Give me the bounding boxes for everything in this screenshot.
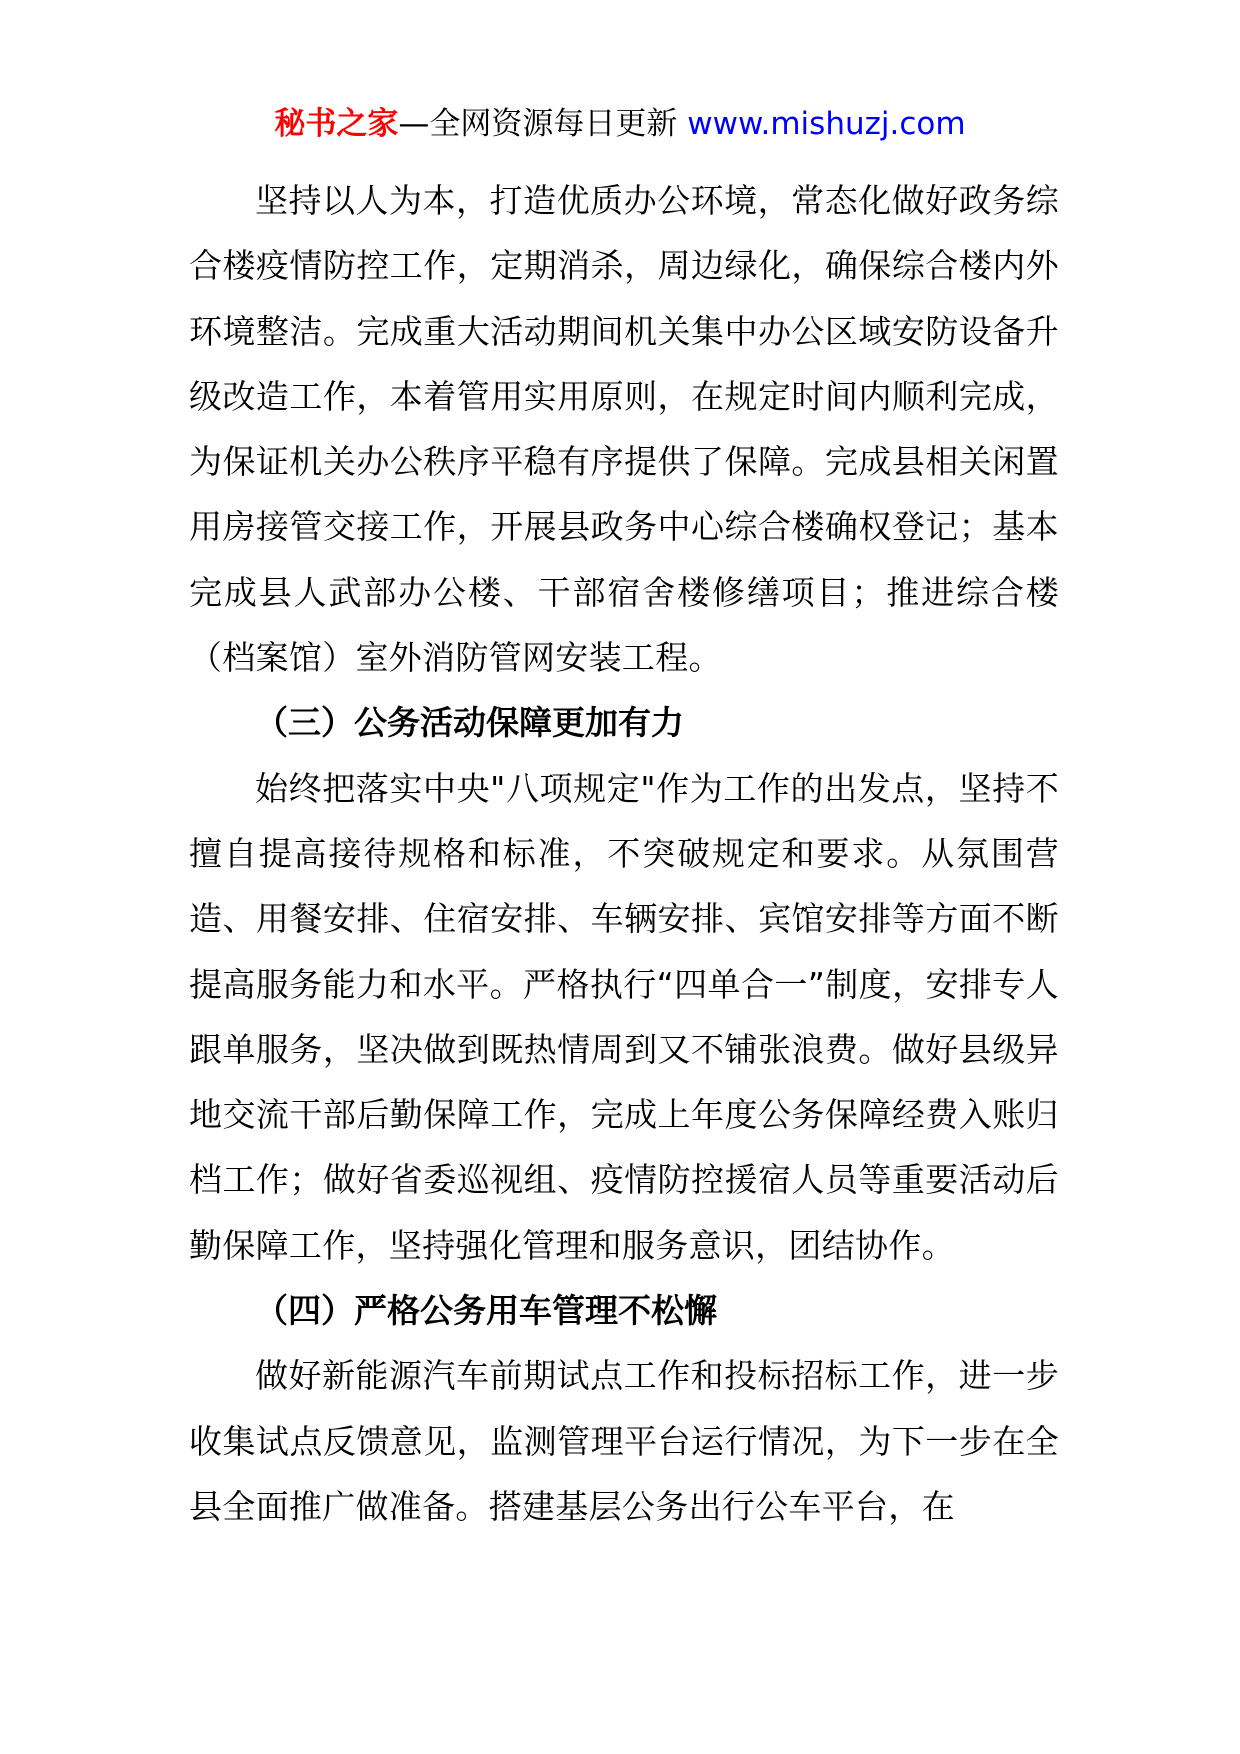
paragraph-building-environment: 坚持以人为本，打造优质办公环境，常态化做好政务综合楼疫情防控工作，定期消杀，周边绿化，确保综合楼内外环境整洁。完成重大活动期间机关集中办公区域安防设备升级改造工作，本着管用实用原则，在规定时间内顺利完成，为保证机关办公秩序平稳有序提供了保障。完成县相关闲置用房接管交接工作，开展县政务中心综合楼确权登记；基本完成县人武部办公楼、干部宿舍楼修缮项目；推进综合楼（档案馆）室外消防管网安装工程。 [189,181,1059,678]
header-slogan: —全网资源每日更新 [398,106,688,142]
section-heading-4: （四）严格公务用车管理不松懈 [255,1291,717,1331]
header-url-link[interactable]: www.mishuzj.com [687,106,966,142]
paragraph-official-activities: 始终把落实中央"八项规定"作为工作的出发点，坚持不擅自提高接待规格和标准，不突破规定和要求。从氛围营造、用餐安排、住宿安排、车辆安排、宾馆安排等方面不断提高服务能力和水平。严格执行“四单合一”制度，安排专人跟单服务，坚决做到既热情周到又不铺张浪费。做好县级异地交流干部后勤保障工作，完成上年度公务保障经费入账归档工作；做好省委巡视组、疫情防控援宿人员等重要活动后勤保障工作，坚持强化管理和服务意识，团结协作。 [189,768,1059,1265]
document-body [189,168,1059,1539]
page-header [0,104,1240,144]
header-brand: 秘书之家 [274,106,399,142]
paragraph-official-vehicles: 做好新能源汽车前期试点工作和投标招标工作，进一步收集试点反馈意见，监测管理平台运行情况，为下一步在全县全面推广做准备。搭建基层公务出行公车平台，在 [189,1356,1059,1526]
section-heading-3: （三）公务活动保障更加有力 [255,703,684,743]
